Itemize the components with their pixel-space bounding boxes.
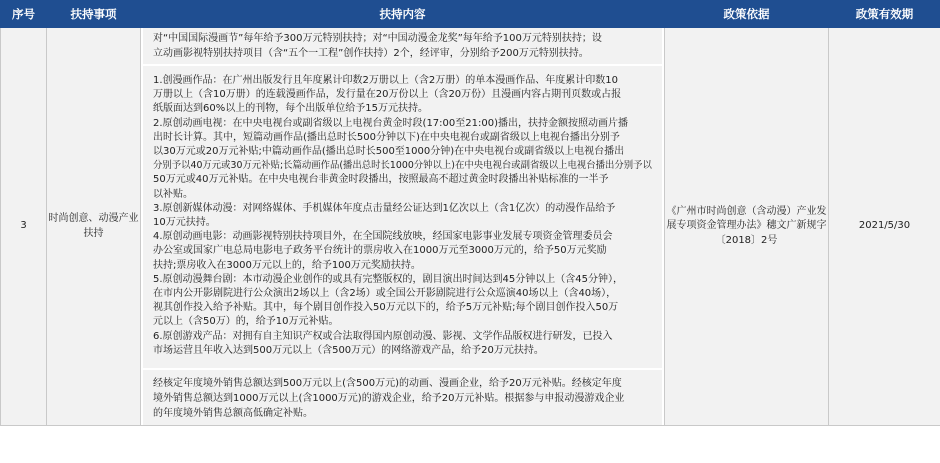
header-row (1, 1, 940, 28)
content-line: 市场运营且年收入达到500万元以上（含500万元）的网络游戏产品，给予20万元扶持。 (153, 344, 544, 356)
content-line: 境外销售总额达到1000万元以上(含1000万元)的游戏企业，给予20万元补贴。根据参与申报动漫游戏企业 (153, 393, 625, 405)
content-line: 扶持;票房收入在3000万元以上的，给予100万元奖励扶持。 (153, 259, 421, 271)
content-line: 6.原创游戏产品：对拥有自主知识产权或合法取得国内原创动漫、影视、文学作品版权进行研发，已投入 (153, 330, 613, 342)
content-line: 1.创漫画作品：在广州出版发行且年度累计印数2万册以上（含2万册）的单本漫画作品、年度累计印数10 (153, 75, 618, 86)
content-line: 的年度境外销售总额高低确定补贴。 (153, 408, 313, 420)
header-no: 序号 (1, 1, 47, 28)
content-line: 5.原创动漫舞台剧：本市动漫企业创作的或具有完整版权的，剧目演出时间达到45分钟以上（含45分钟）， (153, 273, 623, 285)
content-line: 出时长计算。其中，短篇动画作品(播出总时长500分钟以下)在中央电视台或副省级以上电视台播出分别予 (153, 131, 620, 143)
content-line: 视其创作投入给予补贴。其中，每个剧目创作投入50万元以下的，给予5万元补贴;每个剧目创作投入50万 (153, 302, 619, 314)
content-line: 2.原创动画电视：在中央电视台或副省级以上电视台黄金时段(17:00至21:00)播出，扶持金额按照动画片播 (153, 117, 628, 129)
content-line: 3.原创新媒体动漫：对网络媒体、手机媒体年度点击量经公证达到1亿次以上（含1亿次）的动漫作品给予 (153, 202, 616, 214)
content-line: 经核定年度境外销售总额达到500万元以上(含500万元)的动画、漫画企业，给予20万元补贴。经核定年度 (153, 378, 622, 390)
content-line: 50万元或40万元补贴。在中央电视台非黄金时段播出，按照最高不超过黄金时段播出补贴标准的一半予 (153, 174, 609, 186)
content-line: 办公室或国家广电总局电影电子政务平台统计的票房收入在1000万元至3000万元的，给予50万元奖励 (153, 245, 607, 257)
header-date: 政策有效期 (829, 1, 940, 28)
content-line: 以30万元或20万元补贴;中篇动画作品(播出总时长500至1000分钟)在中央电视台或副省级以上电视台播出 (153, 146, 625, 158)
content-line: 元以上（含50万）的，给予10万元补贴。 (153, 316, 339, 328)
content-line: 以补贴。 (153, 188, 193, 200)
content-line: 4.原创动画电影：动画影视特别扶持项目外，在全国院线放映，经国家电影事业发展专项资金管理委员会 (153, 231, 613, 243)
content-line: 对“中国国际漫画节”每年给予300万元特别扶持；对“中国动漫金龙奖”每年给予100万元特别扶持；设 (153, 33, 602, 44)
header-content: 扶持内容 (141, 1, 665, 28)
header-basis: 政策依据 (665, 1, 829, 28)
content-line: 纸版面达到60%以上的刊物，每个出版单位给予15万元扶持。 (153, 103, 428, 115)
content-line: 分别予以40万元或30万元补贴;长篇动画作品(播出总时长1000分钟以上)在中央电视台或副省级以上电视台播出分别予以 (153, 160, 652, 172)
policy-basis: 《广州市时尚创意（含动漫）产业发展专项资金管理办法》穗文广新规字〔2018〕2号 (665, 28, 829, 426)
support-item: 时尚创意、动漫产业扶持 (47, 28, 141, 426)
content-block (143, 368, 662, 425)
row-number: 3 (1, 28, 47, 426)
support-content (141, 28, 665, 426)
content-block (143, 64, 662, 368)
header-item: 扶持事项 (47, 1, 141, 28)
content-line: 万册以上（含10万册）的连载漫画作品，发行量在20万份以上（含20万份）且漫画内容占期刊页数或占报 (153, 89, 622, 101)
content-line: 立动画影视特别扶持项目（含“五个一工程”创作扶持）2个，经评审，分别给予200万元特别扶持。 (153, 48, 589, 59)
table-row (1, 28, 940, 426)
content-line: 10万元扶持。 (153, 217, 216, 229)
content-block (143, 28, 662, 64)
content-line: 在市内公开影剧院进行公众演出2场以上（含2场）或全国公开影剧院进行公众巡演40场以上（含40场）， (153, 288, 617, 300)
policy-valid-date: 2021/5/30 (829, 28, 940, 426)
